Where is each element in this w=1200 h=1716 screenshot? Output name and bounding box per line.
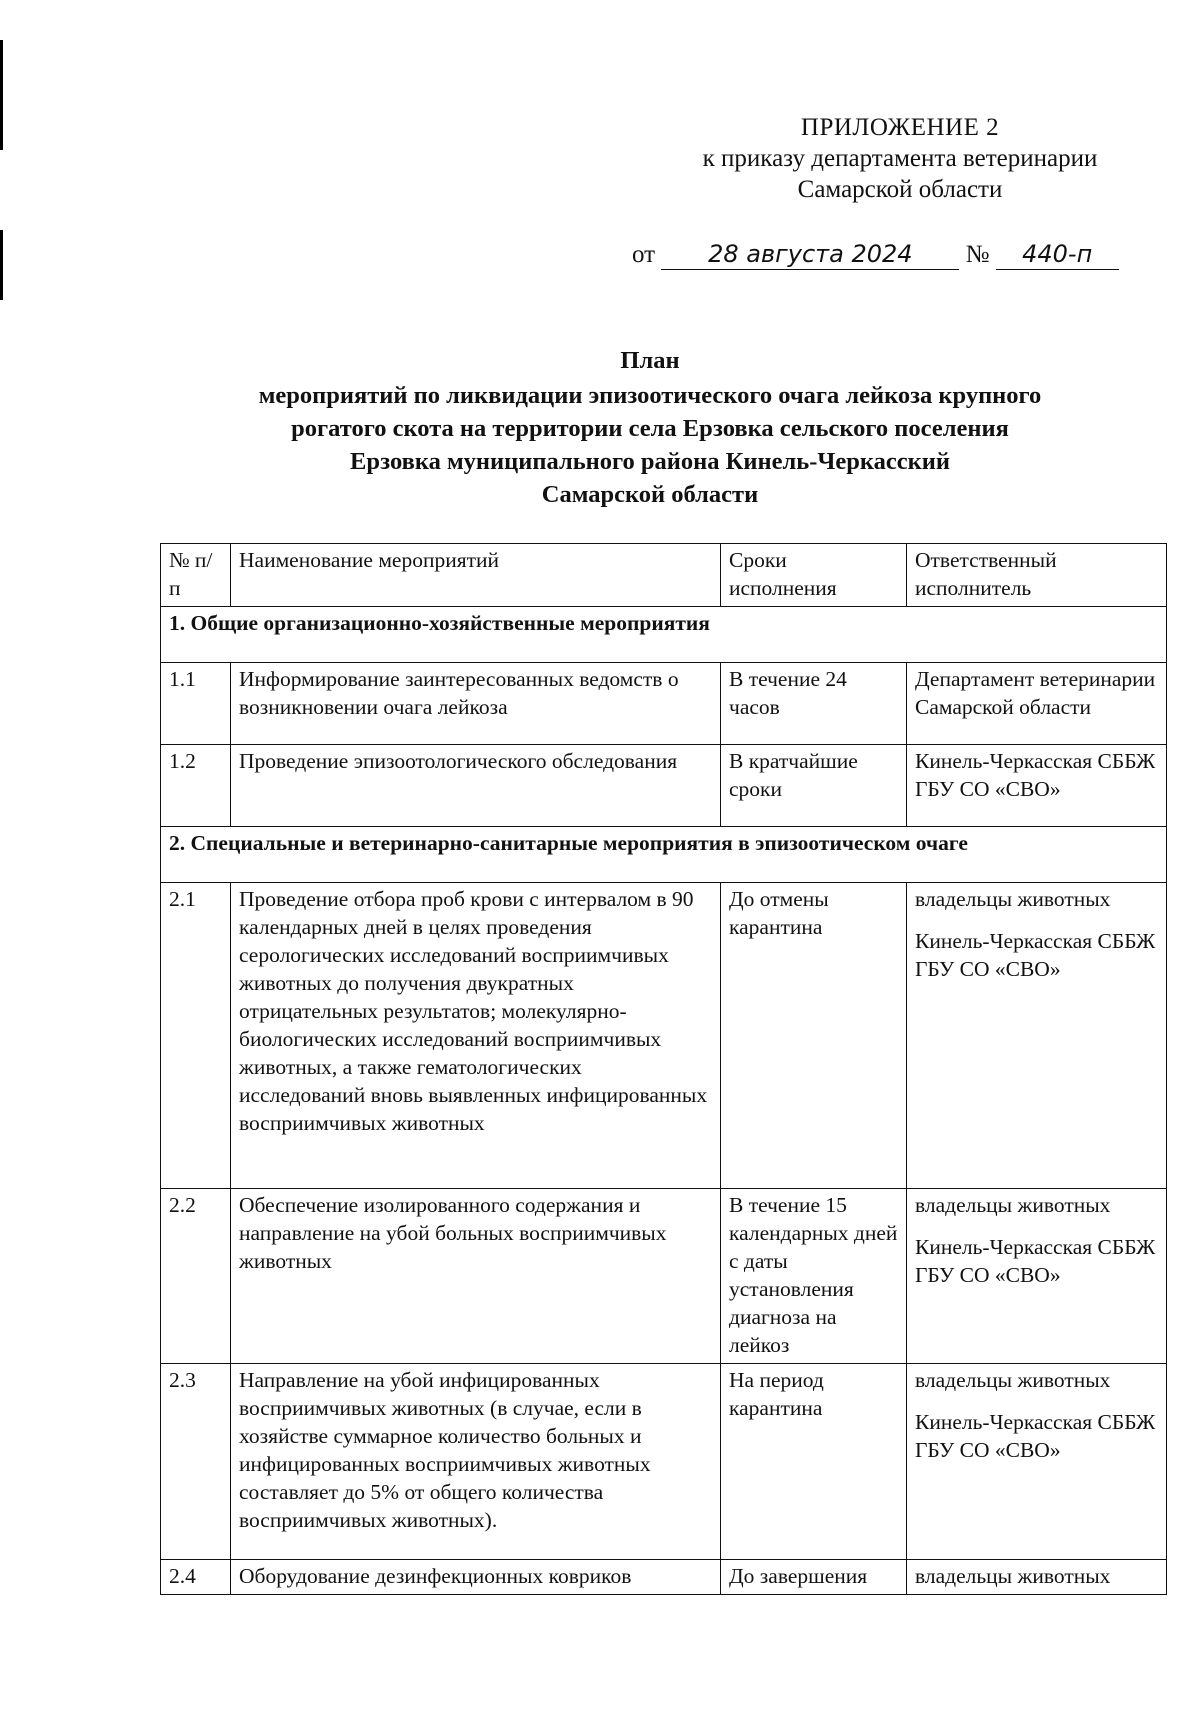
table-row: [161, 883, 1167, 1189]
row-deadline: В кратчайшие сроки: [721, 745, 907, 827]
row-name: Обеспечение изолированного содержания и направление на убой больных восприимчивых животных: [231, 1189, 721, 1364]
section-row-2: [161, 827, 1167, 883]
table-row: [161, 1189, 1167, 1364]
responsible-primary: Департамент ветеринарии Самарской области: [915, 667, 1156, 719]
measures-table: [160, 543, 1167, 1595]
title-line-3: рогатого скота на территории села Ерзовка сельского поселения: [291, 415, 1009, 442]
header-responsible: Ответственный исполнитель: [907, 544, 1167, 607]
row-num: 2.2: [161, 1189, 231, 1364]
row-deadline: На период карантина: [721, 1364, 907, 1560]
table-row: [161, 1560, 1167, 1595]
date-prefix: от: [632, 241, 656, 268]
handwritten-date: 28 августа 2024: [661, 240, 959, 270]
row-responsible: [907, 883, 1167, 1189]
order-reference-line2: Самарской области: [797, 176, 1003, 203]
row-responsible: [907, 1560, 1167, 1595]
header-deadline: Сроки исполнения: [721, 544, 907, 607]
section-title-1: 1. Общие организационно-хозяйственные мероприятия: [161, 607, 1167, 663]
scan-edge-mark-bottom: [0, 230, 3, 300]
title-line-2: мероприятий по ликвидации эпизоотического очага лейкоза крупного: [258, 382, 1042, 409]
scan-edge-mark-top: [0, 40, 3, 150]
row-num: 1.2: [161, 745, 231, 827]
row-responsible: [907, 1364, 1167, 1560]
appendix-label: ПРИЛОЖЕНИЕ 2: [800, 114, 1000, 141]
section-row-1: [161, 607, 1167, 663]
row-responsible: [907, 663, 1167, 745]
order-date-number-line: [632, 240, 1172, 270]
table-row: [161, 745, 1167, 827]
row-name: Оборудование дезинфекционных ковриков: [231, 1560, 721, 1595]
row-responsible: [907, 745, 1167, 827]
row-deadline: До отмены карантина: [721, 883, 907, 1189]
row-name: Направление на убой инфицированных восприимчивых животных (в случае, если в хозяйстве суммарное количество больных и инфицированных восприимчивых животных составляет до 5% от общего количества восприимчивых животных).: [231, 1364, 721, 1560]
row-name: Проведение эпизоотологического обследования: [231, 745, 721, 827]
row-deadline: В течение 15 календарных дней с даты установления диагноза на лейкоз: [721, 1189, 907, 1364]
responsible-primary: владельцы животных: [915, 887, 1111, 911]
responsible-secondary: Кинель-Черкасская СББЖ ГБУ СО «СВО»: [915, 1410, 1156, 1462]
order-reference-line1: к приказу департамента ветеринарии: [702, 145, 1098, 172]
responsible-secondary: Кинель-Черкасская СББЖ ГБУ СО «СВО»: [915, 929, 1156, 981]
handwritten-order-number: 440-п: [996, 240, 1119, 270]
header-num: № п/п: [161, 544, 231, 607]
table-row: [161, 663, 1167, 745]
header-name: Наименование мероприятий: [231, 544, 721, 607]
table-row: [161, 1364, 1167, 1560]
document-title: [150, 344, 1150, 511]
responsible-primary: владельцы животных: [915, 1564, 1111, 1588]
row-num: 1.1: [161, 663, 231, 745]
row-deadline: До завершения: [721, 1560, 907, 1595]
responsible-primary: Кинель-Черкасская СББЖ ГБУ СО «СВО»: [915, 749, 1156, 801]
responsible-primary: владельцы животных: [915, 1368, 1111, 1392]
row-num: 2.3: [161, 1364, 231, 1560]
appendix-header: [660, 112, 1140, 205]
table-header-row: [161, 544, 1167, 607]
section-title-2: 2. Специальные и ветеринарно-санитарные мероприятия в эпизоотическом очаге: [161, 827, 1167, 883]
row-name: Информирование заинтересованных ведомств о возникновении очага лейкоза: [231, 663, 721, 745]
title-line-1: План: [620, 347, 680, 374]
row-responsible: [907, 1189, 1167, 1364]
row-name: Проведение отбора проб крови с интервалом в 90 календарных дней в целях проведения серологических исследований восприимчивых животных до получения двукратных отрицательных результатов; молекулярно-биологических исследований восприимчивых животных, а также гематологических исследований вновь выявленных инфицированных восприимчивых животных: [231, 883, 721, 1189]
title-line-5: Самарской области: [541, 481, 759, 508]
responsible-primary: владельцы животных: [915, 1193, 1111, 1217]
row-num: 2.1: [161, 883, 231, 1189]
number-prefix: №: [965, 241, 990, 268]
row-num: 2.4: [161, 1560, 231, 1595]
row-deadline: В течение 24 часов: [721, 663, 907, 745]
responsible-secondary: Кинель-Черкасская СББЖ ГБУ СО «СВО»: [915, 1235, 1156, 1287]
title-line-4: Ерзовка муниципального района Кинель-Черкасский: [350, 448, 950, 475]
